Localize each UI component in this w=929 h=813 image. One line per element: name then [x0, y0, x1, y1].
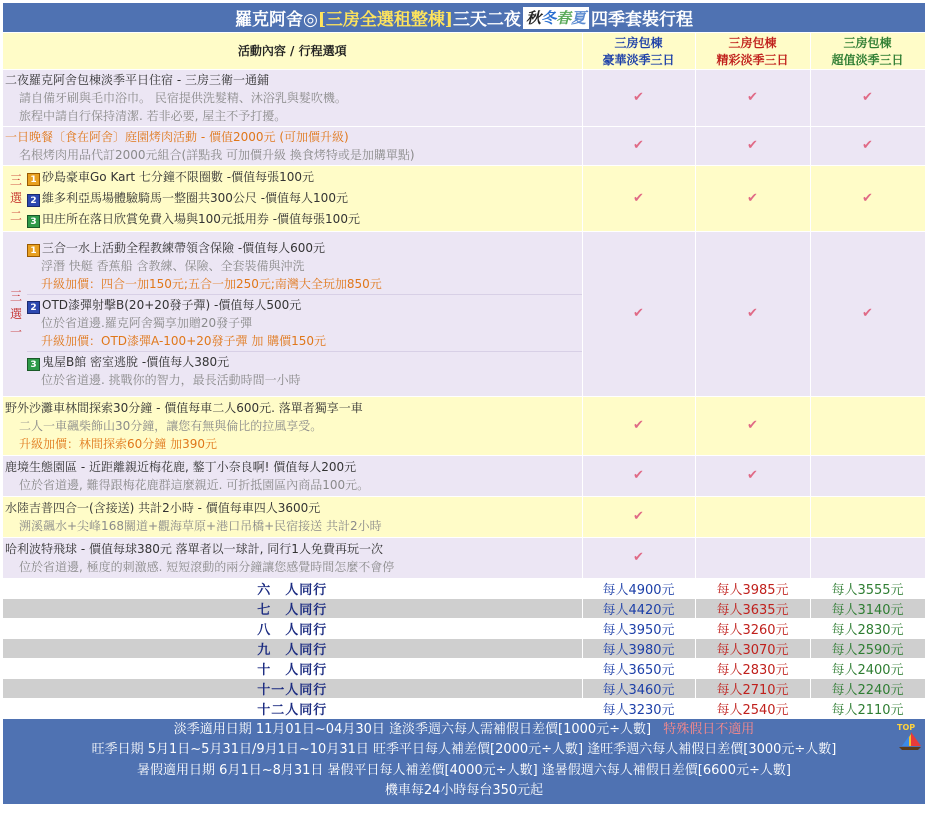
header-col-value-line2: 超值淡季三日	[831, 52, 904, 67]
season-spring: 春	[555, 9, 571, 27]
empty-cell	[810, 455, 925, 496]
price-row	[3, 578, 925, 598]
tour-main: 水陸吉普四合一(含接送) 共計2小時 - 價值每車四人3600元	[5, 500, 321, 515]
header-col-deluxe-line2: 豪華淡季三日	[602, 52, 675, 67]
price-value: 每人2830元	[810, 618, 925, 638]
table-row	[3, 231, 925, 396]
pick1-item-2-main: OTD漆彈射擊B(20+20發子彈) -價值每人500元	[42, 297, 302, 312]
price-label: 九 人同行	[3, 638, 582, 658]
table-row	[3, 165, 925, 231]
top-label: TOP	[897, 722, 916, 732]
check-icon: ✔	[582, 69, 695, 126]
table-row	[3, 396, 925, 455]
atv-upgrade: 升級加價：林間探索60分鐘 加390元	[19, 436, 217, 451]
bbq-cell	[3, 126, 582, 165]
check-icon: ✔	[582, 537, 695, 578]
atv-cell	[3, 396, 582, 455]
pick1-side-1: 三	[9, 288, 22, 303]
pick2-side-2: 選	[9, 191, 22, 205]
pick2-side-3: 二	[9, 209, 22, 223]
check-icon: ✔	[695, 126, 810, 165]
table-header	[3, 33, 925, 69]
check-icon: ✔	[582, 396, 695, 455]
price-value: 每人2590元	[810, 638, 925, 658]
price-exciting: 每人3635元	[695, 598, 810, 618]
empty-cell	[810, 396, 925, 455]
check-icon: ✔	[582, 231, 695, 396]
page-title	[3, 3, 925, 33]
pick2-side-label	[5, 167, 27, 230]
pick1-item-3-main: 鬼屋B館 密室逃脫 -價值每人380元	[42, 354, 230, 369]
number-badge-icon: 2	[27, 301, 40, 314]
note-off-season-text: 淡季適用日期 11月01日~04月30日 逢淡季週六每人需補假日差價[1000元÷人數]	[173, 721, 652, 737]
sailboat-icon	[897, 722, 923, 752]
deer-cell	[3, 455, 582, 496]
price-exciting: 每人2710元	[695, 678, 810, 698]
price-label: 十 人同行	[3, 658, 582, 678]
table-row	[3, 455, 925, 496]
pick1-side-label	[5, 238, 27, 390]
golf-cell	[3, 537, 582, 578]
stay-cell	[3, 69, 582, 126]
price-deluxe: 每人3650元	[582, 658, 695, 678]
header-col-value-line1: 三房包棟	[843, 35, 892, 50]
note-off-season	[3, 720, 925, 741]
deer-sub: 位於省道邊, 難得跟梅花鹿群這麼親近. 可折抵園區內商品100元。	[19, 477, 370, 492]
season-winter: 冬	[540, 9, 556, 27]
back-to-top-button[interactable]	[897, 722, 923, 752]
price-value: 每人2240元	[810, 678, 925, 698]
number-badge-icon: 2	[27, 194, 40, 207]
check-icon: ✔	[582, 126, 695, 165]
price-exciting: 每人2830元	[695, 658, 810, 678]
tour-sub: 溯溪飆水+尖峰168關道+觀海草原+港口吊橋+民宿接送 共計2小時	[19, 518, 382, 533]
price-value: 每人2400元	[810, 658, 925, 678]
price-value: 每人2110元	[810, 698, 925, 718]
check-icon: ✔	[695, 231, 810, 396]
pick2-item-3: 田庄所在落日欣賞免費入場與100元抵用券 -價值每張100元	[42, 211, 360, 226]
price-deluxe: 每人3230元	[582, 698, 695, 718]
price-exciting: 每人3985元	[695, 578, 810, 598]
empty-cell	[695, 496, 810, 537]
list-item	[27, 188, 582, 209]
pick1-side-3: 一	[9, 324, 22, 339]
check-icon: ✔	[810, 126, 925, 165]
season-autumn: 秋	[525, 9, 541, 27]
season-logo	[523, 7, 589, 29]
list-item	[27, 352, 582, 390]
header-activity: 活動內容 / 行程選項	[3, 33, 582, 69]
check-icon: ✔	[582, 496, 695, 537]
list-item	[27, 167, 582, 188]
price-row	[3, 598, 925, 618]
number-badge-icon: 1	[27, 244, 40, 257]
price-value: 每人3555元	[810, 578, 925, 598]
price-row	[3, 638, 925, 658]
title-suffix: 四季套裝行程	[591, 10, 693, 30]
number-badge-icon: 1	[27, 173, 40, 186]
header-col-exciting	[695, 33, 810, 69]
pick2-list	[27, 167, 582, 230]
pick1-item-2-sub: 位於省道邊.羅克阿舍獨享加贈20發子彈	[41, 315, 253, 330]
deer-main: 鹿境生態園區 - 近距離親近梅花鹿, 鏊丁小奈良啊! 價值每人200元	[5, 459, 357, 474]
price-row	[3, 678, 925, 698]
check-icon: ✔	[582, 165, 695, 231]
check-icon: ✔	[695, 165, 810, 231]
header-col-exciting-line1: 三房包棟	[728, 35, 777, 50]
price-label: 八 人同行	[3, 618, 582, 638]
pick2-cell	[3, 165, 582, 231]
price-exciting: 每人3260元	[695, 618, 810, 638]
pick2-item-2: 維多利亞馬場體驗騎馬一整圈共300公尺 -價值每人100元	[42, 190, 348, 205]
atv-main: 野外沙灘車林間探索30分鐘 - 價值每車二人600元. 落單者獨享一車	[5, 400, 363, 415]
check-icon: ✔	[695, 396, 810, 455]
header-col-deluxe	[582, 33, 695, 69]
pick2-item-1: 砂島豪車Go Kart 七分鐘不限圈數 -價值每張100元	[42, 169, 314, 184]
list-item	[27, 238, 582, 295]
pick1-item-1-main: 三合一水上活動全程教練帶領含保險 -價值每人600元	[42, 240, 326, 255]
table-row	[3, 496, 925, 537]
price-deluxe: 每人4900元	[582, 578, 695, 598]
stay-sub-1: 請自備牙刷與毛巾浴巾。 民宿提供洗髮精、沐浴乳與髮吹機。	[19, 90, 347, 105]
price-exciting: 每人2540元	[695, 698, 810, 718]
pick1-list	[27, 238, 582, 390]
check-icon: ✔	[810, 231, 925, 396]
check-icon: ✔	[810, 69, 925, 126]
note-summer: 暑假適用日期 6月1日~8月31日 暑假平日每人補差價[4000元÷人數] 逢暑假週六每人補假日差價[6600元÷人數]	[137, 762, 791, 778]
price-row	[3, 658, 925, 678]
price-value: 每人3140元	[810, 598, 925, 618]
empty-cell	[810, 496, 925, 537]
empty-cell	[695, 537, 810, 578]
number-badge-icon: 3	[27, 358, 40, 371]
price-row	[3, 618, 925, 638]
header-col-value	[810, 33, 925, 69]
pick1-item-1-sub: 浮潛 快艇 香蕉船 含教練、保險、全套裝備與沖洗	[41, 258, 305, 273]
price-deluxe: 每人3950元	[582, 618, 695, 638]
list-item	[27, 295, 582, 352]
table-row	[3, 126, 925, 165]
pick1-item-2-upgrade: 升級加價：OTD漆彈A-100+20發子彈 加 購價150元	[41, 333, 327, 348]
pick1-cell	[3, 231, 582, 396]
note-scooter: 機車每24小時每台350元起	[384, 783, 544, 798]
table-row	[3, 69, 925, 126]
empty-cell	[810, 537, 925, 578]
title-middle: 三天二夜	[452, 10, 521, 30]
header-col-exciting-line2: 精彩淡季三日	[716, 52, 789, 67]
pick2-side-1: 三	[9, 173, 22, 187]
note-peak-season: 旺季日期 5月1日~5月31日/9月1日~10月31日 旺季平日每人補差價[2000元÷人數] 逢旺季週六每人補假日差價[3000元÷人數]	[91, 742, 837, 757]
price-label: 十一人同行	[3, 678, 582, 698]
golf-sub: 位於省道邊, 極度的刺激感. 短短滾動的兩分鐘讓您感覺時間怎麼不會停	[19, 559, 395, 574]
bbq-sub-text[interactable]: 名根烤肉用品代訂2000元組合(詳點我 可加價升級 換食烤特或是加購單點)	[19, 147, 415, 162]
tour-cell	[3, 496, 582, 537]
table-row	[3, 537, 925, 578]
number-badge-icon: 3	[27, 215, 40, 228]
atv-sub: 二人一車飆柴飾山30分鐘，讓您有無與倫比的拉風享受。	[19, 418, 323, 433]
price-label: 七 人同行	[3, 598, 582, 618]
stay-main: 二夜羅克阿舍包棟淡季平日住宿 - 三房三衛一通鋪	[5, 72, 269, 87]
price-label: 十二人同行	[3, 698, 582, 718]
pick1-item-1-upgrade: 升級加價：四合一加150元;五合一加250元;南灣大全玩加850元	[41, 276, 382, 291]
price-deluxe: 每人3460元	[582, 678, 695, 698]
golf-main: 哈利波特飛球 - 價值每球380元 落單者以一球計, 同行1人免費再玩一次	[5, 541, 383, 556]
price-exciting: 每人3070元	[695, 638, 810, 658]
price-deluxe: 每人3980元	[582, 638, 695, 658]
check-icon: ✔	[695, 69, 810, 126]
bbq-main: 一日晚餐〔食在阿舍〕庭園烤肉活動 - 價值2000元 (可加價升級)	[5, 129, 349, 144]
title-highlight: [三房全選租整棟]	[317, 10, 453, 30]
check-icon: ✔	[582, 455, 695, 496]
list-item	[27, 209, 582, 230]
note-holiday-exclusion: 特殊假日不適用	[663, 721, 755, 737]
season-summer: 夏	[570, 9, 586, 27]
price-label: 六 人同行	[3, 578, 582, 598]
price-row	[3, 698, 925, 718]
pick1-item-3-sub: 位於省道邊. 挑戰你的智力，最長活動時間一小時	[41, 372, 301, 387]
check-icon: ✔	[810, 165, 925, 231]
check-icon: ✔	[695, 455, 810, 496]
itinerary-table	[3, 33, 926, 719]
bbq-sub	[5, 146, 582, 164]
header-col-deluxe-line1: 三房包棟	[614, 35, 663, 50]
stay-sub-2: 旅程中請自行保持清潔. 若非必要, 屋主不予打擾。	[19, 108, 287, 123]
package-page	[3, 3, 925, 804]
pick1-side-2: 選	[9, 306, 22, 321]
title-prefix: 羅克阿舍◎	[235, 10, 318, 30]
pricing-notes	[3, 719, 925, 804]
price-deluxe: 每人4420元	[582, 598, 695, 618]
